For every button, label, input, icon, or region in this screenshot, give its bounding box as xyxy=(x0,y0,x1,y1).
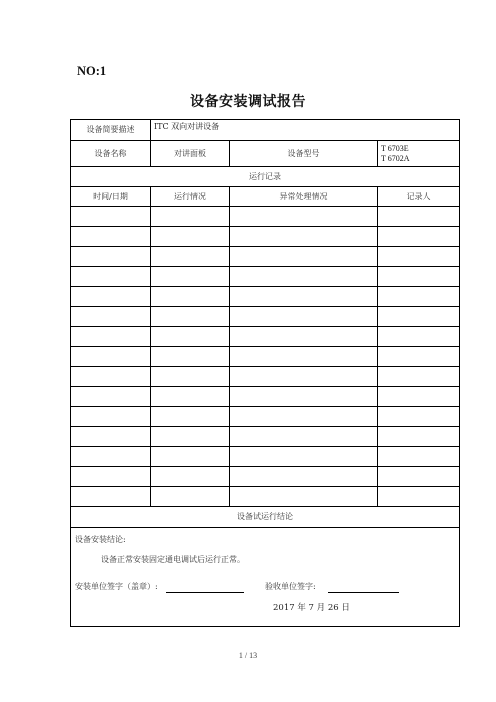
record-cell[interactable] xyxy=(151,427,230,447)
table-row xyxy=(71,487,460,507)
table-row xyxy=(71,207,460,227)
record-section-title: 运行记录 xyxy=(71,167,460,187)
record-cell[interactable] xyxy=(230,407,378,427)
record-cell[interactable] xyxy=(71,307,151,327)
device-name-label: 设备名称 xyxy=(71,141,151,167)
record-cell[interactable] xyxy=(71,287,151,307)
record-cell[interactable] xyxy=(71,207,151,227)
record-cell[interactable] xyxy=(230,447,378,467)
table-row xyxy=(71,467,460,487)
table-row xyxy=(71,427,460,447)
record-cell[interactable] xyxy=(230,487,378,507)
table-row xyxy=(71,287,460,307)
conclusion-body: 设备正常安装固定通电调试后运行正常。 xyxy=(101,555,245,564)
description-value: ITC 双向对讲设备 xyxy=(151,120,460,141)
record-section-row xyxy=(71,167,460,187)
record-cell[interactable] xyxy=(151,447,230,467)
record-cell[interactable] xyxy=(378,407,460,427)
record-cell[interactable] xyxy=(378,467,460,487)
record-cell[interactable] xyxy=(151,227,230,247)
record-cell[interactable] xyxy=(230,287,378,307)
table-row xyxy=(71,227,460,247)
table-row xyxy=(71,367,460,387)
table-row xyxy=(71,447,460,467)
record-cell[interactable] xyxy=(378,267,460,287)
description-label: 设备简要描述 xyxy=(71,120,151,141)
report-title: 设备安装调试报告 xyxy=(190,94,306,110)
description-row xyxy=(71,120,460,141)
record-cell[interactable] xyxy=(378,247,460,267)
record-cell[interactable] xyxy=(151,327,230,347)
table-row xyxy=(71,347,460,367)
record-cell[interactable] xyxy=(151,207,230,227)
record-cell[interactable] xyxy=(230,247,378,267)
record-cell[interactable] xyxy=(378,287,460,307)
conclusion-section-row xyxy=(71,507,460,528)
record-cell[interactable] xyxy=(230,387,378,407)
record-cell[interactable] xyxy=(230,207,378,227)
table-row xyxy=(71,407,460,427)
sign-date: 2017 年 7 月 26 日 xyxy=(273,603,350,613)
record-cell[interactable] xyxy=(230,307,378,327)
column-header-exception: 异常处理情况 xyxy=(230,187,378,207)
model-line-2: T 6702A xyxy=(381,153,410,163)
record-cell[interactable] xyxy=(378,327,460,347)
record-cell[interactable] xyxy=(71,367,151,387)
record-cell[interactable] xyxy=(230,327,378,347)
record-cell[interactable] xyxy=(378,447,460,467)
column-header-datetime: 时间/日期 xyxy=(71,187,151,207)
accept-sign-label: 验收单位签字: xyxy=(265,582,316,591)
record-cell[interactable] xyxy=(230,467,378,487)
record-cell[interactable] xyxy=(151,247,230,267)
record-cell[interactable] xyxy=(230,427,378,447)
table-row xyxy=(71,267,460,287)
column-header-recorder: 记录人 xyxy=(378,187,460,207)
table-row xyxy=(71,307,460,327)
install-sign-label: 安装单位签字（盖章）: xyxy=(75,582,158,591)
record-cell[interactable] xyxy=(71,227,151,247)
record-cell[interactable] xyxy=(151,307,230,327)
table-row xyxy=(71,247,460,267)
record-cell[interactable] xyxy=(378,207,460,227)
record-cell[interactable] xyxy=(230,267,378,287)
record-cell[interactable] xyxy=(71,327,151,347)
record-cell[interactable] xyxy=(378,347,460,367)
record-cell[interactable] xyxy=(151,287,230,307)
device-name-value: 对讲面板 xyxy=(151,141,230,167)
accept-sign-line[interactable] xyxy=(328,592,399,593)
page-indicator: 1 / 13 xyxy=(238,651,258,660)
record-cell[interactable] xyxy=(151,407,230,427)
record-cell[interactable] xyxy=(71,247,151,267)
record-cell[interactable] xyxy=(230,227,378,247)
record-cell[interactable] xyxy=(71,387,151,407)
table-row xyxy=(71,387,460,407)
document-number: NO:1 xyxy=(77,64,107,78)
conclusion-section-title: 设备试运行结论 xyxy=(71,507,460,528)
record-cell[interactable] xyxy=(378,367,460,387)
record-cell[interactable] xyxy=(151,467,230,487)
device-model-value xyxy=(378,141,460,167)
model-line-1: T 6703E xyxy=(381,143,409,153)
record-cell[interactable] xyxy=(230,347,378,367)
record-cell[interactable] xyxy=(71,407,151,427)
device-info-row xyxy=(71,141,460,167)
install-sign-line[interactable] xyxy=(166,592,244,593)
record-cell[interactable] xyxy=(71,347,151,367)
record-cell[interactable] xyxy=(378,307,460,327)
record-cell[interactable] xyxy=(378,487,460,507)
record-cell[interactable] xyxy=(71,487,151,507)
column-header-status: 运行情况 xyxy=(151,187,230,207)
record-cell[interactable] xyxy=(378,227,460,247)
table-row xyxy=(71,327,460,347)
record-cell[interactable] xyxy=(151,367,230,387)
record-cell[interactable] xyxy=(71,427,151,447)
report-table xyxy=(70,119,460,627)
record-cell[interactable] xyxy=(378,427,460,447)
device-model-label: 设备型号 xyxy=(230,141,378,167)
record-cell[interactable] xyxy=(71,467,151,487)
record-cell[interactable] xyxy=(71,447,151,467)
record-cell[interactable] xyxy=(151,267,230,287)
record-cell[interactable] xyxy=(151,487,230,507)
record-cell[interactable] xyxy=(378,387,460,407)
record-cell[interactable] xyxy=(151,387,230,407)
conclusion-row xyxy=(71,528,460,627)
record-cell[interactable] xyxy=(151,347,230,367)
column-header-row xyxy=(71,187,460,207)
conclusion-heading: 设备安装结论: xyxy=(75,535,126,544)
conclusion-cell xyxy=(71,528,460,627)
record-cell[interactable] xyxy=(71,267,151,287)
record-cell[interactable] xyxy=(230,367,378,387)
